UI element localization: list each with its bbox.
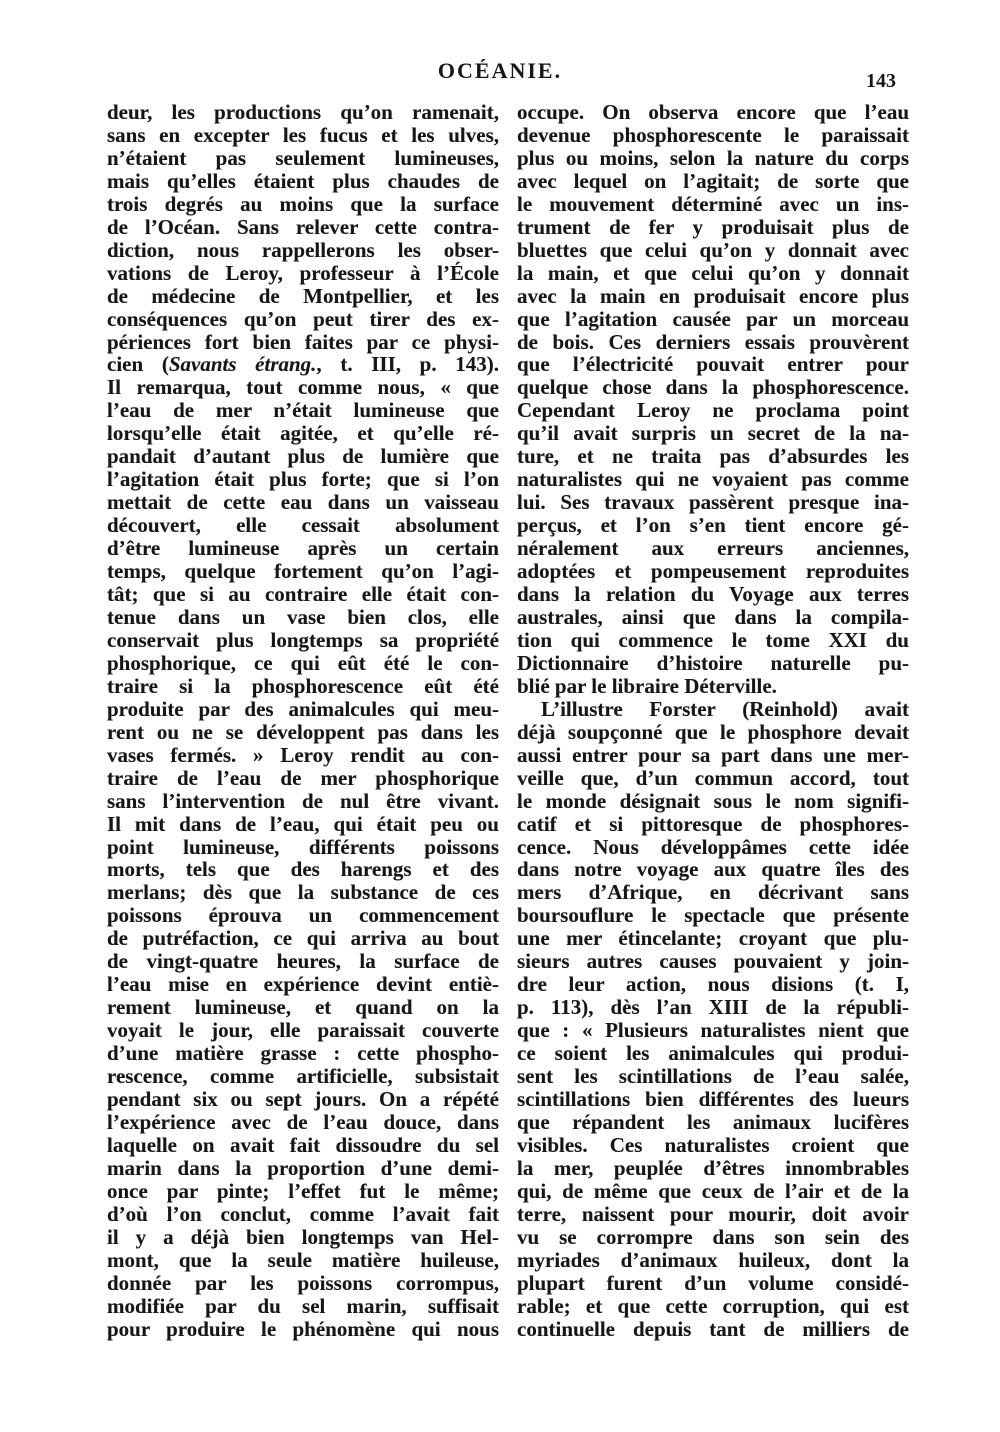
- text-line: tenue dans un vase bien clos, elle: [107, 604, 499, 629]
- page-number: 143: [866, 70, 896, 92]
- text-line: vations de Leroy, professeur à l’École: [107, 260, 499, 285]
- text-line: que : « Plusieurs naturalistes nient que: [517, 1018, 909, 1043]
- text-line: tion qui commence le tome XXI du: [517, 627, 909, 652]
- text-line: Il remarqua, tout comme nous, « que: [107, 375, 499, 400]
- running-title: OCÉANIE.: [437, 58, 563, 83]
- text-line: blié par le libraire Déterville.: [517, 673, 777, 698]
- text-line: rable; et que cette corruption, qui est: [517, 1293, 909, 1318]
- text-line: [107, 353, 499, 376]
- text-line: d’une matière grasse : cette phospho-: [107, 1041, 499, 1066]
- text-line: laquelle on avait fait dissoudre du sel: [107, 1132, 499, 1157]
- text-line: le mouvement déterminé avec un ins-: [517, 191, 909, 216]
- text-line: plus ou moins, selon la nature du corps: [517, 145, 909, 170]
- text-line: il y a déjà bien longtemps van Hel-: [107, 1224, 499, 1249]
- text-line: myriades d’animaux huileux, dont la: [517, 1247, 909, 1272]
- text-line: une mer étincelante; croyant que plu-: [517, 926, 909, 951]
- text-line: sieurs autres causes pouvaient y join-: [517, 949, 909, 974]
- text-line: qui, de même que ceux de l’air et de la: [517, 1178, 909, 1203]
- text-line: que l’électricité pouvait entrer pour: [517, 352, 909, 377]
- text-line: que l’agitation causée par un morceau: [517, 306, 909, 331]
- text-line: cence. Nous développâmes cette idée: [517, 834, 909, 859]
- text-line: perçus, et l’on s’en tient encore gé-: [517, 513, 909, 538]
- text-line: Il mit dans de l’eau, qui était peu ou: [107, 811, 499, 836]
- text-line: de l’Océan. Sans relever cette contra-: [107, 214, 499, 239]
- text-line: que répandent les animaux lucifères: [517, 1109, 909, 1134]
- text-line: de putréfaction, ce qui arriva au bout: [107, 926, 499, 951]
- text-line: continuelle depuis tant de milliers de: [517, 1316, 909, 1341]
- text-line: phosphorique, ce qui eût été le con-: [107, 650, 499, 675]
- text-line: la main, et que celui qu’on y donnait: [517, 260, 909, 285]
- text-line: d’être lumineuse après un certain: [107, 536, 499, 561]
- text-line: traire de l’eau de mer phosphorique: [107, 765, 499, 790]
- text-line: découvert, elle cessait absolument: [107, 513, 499, 538]
- text-line: adoptées et pompeusement reproduites: [517, 559, 909, 584]
- text-line: boursouflure le spectacle que présente: [517, 903, 909, 928]
- text-line: rement lumineuse, et quand on la: [107, 995, 499, 1020]
- text-line: l’eau de mer n’était lumineuse que: [107, 398, 499, 423]
- text-line: qu’il avait surpris un secret de la na-: [517, 421, 909, 446]
- text-line: rent ou ne se développent pas dans les: [107, 719, 499, 744]
- text-line: de médecine de Montpellier, et les: [107, 283, 499, 308]
- text-segment: , t. III, p. 143).: [316, 352, 499, 377]
- text-line: l’eau mise en expérience devint entiè-: [107, 972, 499, 997]
- text-line: aussi entrer pour sa part dans une mer-: [517, 742, 909, 767]
- text-line: terre, naissent pour mourir, doit avoir: [517, 1201, 909, 1226]
- text-line: occupe. On observa encore que l’eau: [517, 100, 909, 124]
- right-column: [517, 101, 909, 1340]
- text-line: de bois. Ces derniers essais prouvèrent: [517, 329, 909, 354]
- text-line: de vingt-quatre heures, la surface de: [107, 949, 499, 974]
- text-line: point lumineuse, différents poissons: [107, 834, 499, 859]
- text-line: déjà soupçonné que le phosphore devait: [517, 719, 909, 744]
- text-line: sent les scintillations de l’eau salée,: [517, 1064, 909, 1089]
- text-line: l’expérience avec de l’eau douce, dans: [107, 1109, 499, 1134]
- text-line: veille que, d’un commun accord, tout: [517, 765, 909, 790]
- text-line: dre leur action, nous disions (t. I,: [517, 972, 909, 997]
- text-line: pour produire le phénomène qui nous: [107, 1316, 499, 1341]
- text-line: morts, tels que des harengs et des: [107, 857, 499, 882]
- text-line: donnée par les poissons corrompus,: [107, 1270, 499, 1295]
- text-line: rescence, comme artificielle, subsistait: [107, 1064, 499, 1089]
- left-column: [107, 101, 499, 1340]
- text-line: visibles. Ces naturalistes croient que: [517, 1132, 909, 1157]
- text-line: avec lequel on l’agitait; de sorte que: [517, 168, 909, 193]
- text-line: bluettes que celui qu’on y donnait avec: [517, 237, 909, 262]
- text-line: ce soient les animalcules qui produi-: [517, 1041, 909, 1066]
- text-line: catif et si pittoresque de phosphores-: [517, 811, 909, 836]
- text-line: diction, nous rappellerons les obser-: [107, 237, 499, 262]
- text-line: mais qu’elles étaient plus chaudes de: [107, 168, 499, 193]
- text-line: pendant six ou sept jours. On a répété: [107, 1086, 499, 1111]
- text-line: trument de fer y produisait plus de: [517, 214, 909, 239]
- text-line: sans en excepter les fucus et les ulves,: [107, 122, 499, 147]
- text-line: Cependant Leroy ne proclama point: [517, 398, 909, 423]
- italic-citation: Savants étrang.: [168, 352, 317, 377]
- text-line: le monde désignait sous le nom signifi-: [517, 788, 909, 813]
- text-line: plupart furent d’un volume considé-: [517, 1270, 909, 1295]
- text-line: conséquences qu’on peut tirer des ex-: [107, 306, 499, 331]
- text-line: lui. Ses travaux passèrent presque ina-: [517, 490, 909, 515]
- text-line: produite par des animalcules qui meu-: [107, 696, 499, 721]
- text-line: voyait le jour, elle paraissait couverte: [107, 1018, 499, 1043]
- text-line: poissons éprouva un commencement: [107, 903, 499, 928]
- text-line: deur, les productions qu’on ramenait,: [107, 100, 499, 124]
- text-line: pandait d’autant plus de lumière que: [107, 444, 499, 469]
- text-line: ture, et ne traita pas d’absurdes les: [517, 444, 909, 469]
- text-line: vu se corrompre dans son sein des: [517, 1224, 909, 1249]
- text-line: n’étaient pas seulement lumineuses,: [107, 145, 499, 170]
- text-line: dans notre voyage aux quatre îles des: [517, 857, 909, 882]
- text-line: dans la relation du Voyage aux terres: [517, 582, 909, 607]
- text-line: L’illustre Forster (Reinhold) avait: [541, 696, 909, 721]
- text-line: naturalistes qui ne voyaient pas comme: [517, 467, 909, 492]
- text-line: quelque chose dans la phosphorescence.: [517, 375, 909, 400]
- text-line: lorsqu’elle était agitée, et qu’elle ré-: [107, 421, 499, 446]
- text-line: devenue phosphorescente le paraissait: [517, 122, 909, 147]
- text-line: traire si la phosphorescence eût été: [107, 673, 499, 698]
- text-line: once par pinte; l’effet fut le même;: [107, 1178, 499, 1203]
- text-line: périences fort bien faites par ce physi-: [107, 329, 499, 354]
- text-line: d’où l’on conclut, comme l’avait fait: [107, 1201, 499, 1226]
- text-line: la mer, peuplée d’êtres innombrables: [517, 1155, 909, 1180]
- text-segment: cien (: [107, 352, 169, 377]
- text-line: marin dans la proportion d’une demi-: [107, 1155, 499, 1180]
- text-line: mont, que la seule matière huileuse,: [107, 1247, 499, 1272]
- text-line: Dictionnaire d’histoire naturelle pu-: [517, 650, 909, 675]
- text-line: merlans; dès que la substance de ces: [107, 880, 499, 905]
- text-line: néralement aux erreurs anciennes,: [517, 536, 909, 561]
- text-line: sans l’intervention de nul être vivant.: [107, 788, 499, 813]
- text-line: avec la main en produisait encore plus: [517, 283, 909, 308]
- text-line: temps, quelque fortement qu’on l’agi-: [107, 559, 499, 584]
- text-line: p. 113), dès l’an XIII de la républi-: [517, 995, 909, 1020]
- text-line: mettait de cette eau dans un vaisseau: [107, 490, 499, 515]
- text-line: vases fermés. » Leroy rendit au con-: [107, 742, 499, 767]
- text-line: modifiée par du sel marin, suffisait: [107, 1293, 499, 1318]
- text-line: trois degrés au moins que la surface: [107, 191, 499, 216]
- text-line: mers d’Afrique, en décrivant sans: [517, 880, 909, 905]
- text-line: conservait plus longtemps sa propriété: [107, 627, 499, 652]
- text-line: scintillations bien différentes des lueurs: [517, 1086, 909, 1111]
- text-line: l’agitation était plus forte; que si l’on: [107, 467, 499, 492]
- text-line: australes, ainsi que dans la compila-: [517, 604, 909, 629]
- text-line: tât; que si au contraire elle était con-: [107, 582, 499, 607]
